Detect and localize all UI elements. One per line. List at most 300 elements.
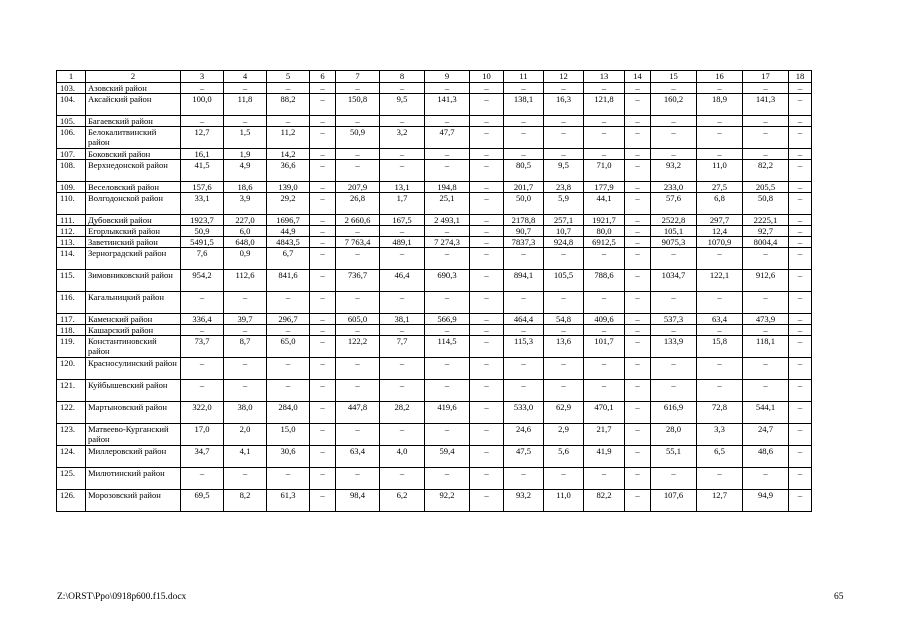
value-cell: – bbox=[336, 424, 380, 446]
value-cell: – bbox=[504, 83, 544, 94]
value-cell: 33,1 bbox=[181, 193, 224, 215]
row-number: 115. bbox=[57, 270, 86, 292]
district-name: Морозовский район bbox=[86, 490, 181, 512]
table-row bbox=[57, 149, 812, 160]
value-cell: – bbox=[544, 248, 584, 270]
value-cell: – bbox=[310, 380, 336, 402]
value-cell: 138,1 bbox=[504, 94, 544, 116]
value-cell: 0,9 bbox=[224, 248, 267, 270]
value-cell: – bbox=[310, 424, 336, 446]
value-cell: – bbox=[470, 314, 504, 325]
value-cell: 3,3 bbox=[697, 424, 743, 446]
value-cell: – bbox=[470, 160, 504, 182]
value-cell: 29,2 bbox=[267, 193, 310, 215]
value-cell: – bbox=[651, 358, 697, 380]
value-cell: – bbox=[336, 83, 380, 94]
value-cell: – bbox=[625, 292, 651, 314]
column-header: 12 bbox=[544, 71, 584, 83]
value-cell: 194,8 bbox=[425, 182, 470, 193]
value-cell: – bbox=[224, 116, 267, 127]
value-cell: 13,1 bbox=[380, 182, 425, 193]
value-cell: 63,4 bbox=[697, 314, 743, 325]
district-name: Верхнедонской район bbox=[86, 160, 181, 182]
value-cell: – bbox=[470, 446, 504, 468]
value-cell: – bbox=[380, 116, 425, 127]
value-cell: 12,7 bbox=[697, 490, 743, 512]
value-cell: 13,6 bbox=[544, 336, 584, 358]
value-cell: – bbox=[336, 468, 380, 490]
row-number: 109. bbox=[57, 182, 86, 193]
value-cell: – bbox=[310, 358, 336, 380]
district-name: Багаевский район bbox=[86, 116, 181, 127]
value-cell: – bbox=[425, 116, 470, 127]
district-name: Куйбышевский район bbox=[86, 380, 181, 402]
value-cell: – bbox=[310, 402, 336, 424]
value-cell: – bbox=[697, 149, 743, 160]
value-cell: – bbox=[625, 149, 651, 160]
value-cell: 10,7 bbox=[544, 226, 584, 237]
value-cell: 105,5 bbox=[544, 270, 584, 292]
value-cell: 257,1 bbox=[544, 215, 584, 226]
value-cell: – bbox=[789, 314, 812, 325]
value-cell: 2 660,6 bbox=[336, 215, 380, 226]
value-cell: – bbox=[181, 116, 224, 127]
value-cell: 470,1 bbox=[584, 402, 625, 424]
value-cell: 11,2 bbox=[267, 127, 310, 149]
value-cell: 201,7 bbox=[504, 182, 544, 193]
value-cell: – bbox=[651, 83, 697, 94]
table-row bbox=[57, 237, 812, 248]
value-cell: 47,5 bbox=[504, 446, 544, 468]
value-cell: 59,4 bbox=[425, 446, 470, 468]
value-cell: 50,8 bbox=[743, 193, 789, 215]
value-cell: – bbox=[743, 358, 789, 380]
district-name: Зимовниковский район bbox=[86, 270, 181, 292]
table-body bbox=[57, 71, 812, 512]
column-header: 7 bbox=[336, 71, 380, 83]
value-cell: – bbox=[544, 325, 584, 336]
value-cell: – bbox=[651, 468, 697, 490]
column-header: 17 bbox=[743, 71, 789, 83]
value-cell: – bbox=[544, 380, 584, 402]
value-cell: – bbox=[336, 248, 380, 270]
value-cell: 12,7 bbox=[181, 127, 224, 149]
value-cell: – bbox=[310, 116, 336, 127]
table-row bbox=[57, 325, 812, 336]
value-cell: 8,7 bbox=[224, 336, 267, 358]
value-cell: – bbox=[470, 149, 504, 160]
row-number: 123. bbox=[57, 424, 86, 446]
value-cell: – bbox=[470, 292, 504, 314]
table-row bbox=[57, 358, 812, 380]
value-cell: 1,7 bbox=[380, 193, 425, 215]
value-cell: – bbox=[789, 193, 812, 215]
value-cell: – bbox=[380, 468, 425, 490]
value-cell: – bbox=[267, 325, 310, 336]
row-number: 113. bbox=[57, 237, 86, 248]
value-cell: 16,3 bbox=[544, 94, 584, 116]
value-cell: – bbox=[789, 149, 812, 160]
district-name: Веселовский район bbox=[86, 182, 181, 193]
value-cell: – bbox=[470, 215, 504, 226]
value-cell: 7 274,3 bbox=[425, 237, 470, 248]
value-cell: 73,7 bbox=[181, 336, 224, 358]
value-cell: – bbox=[625, 380, 651, 402]
value-cell: – bbox=[224, 380, 267, 402]
value-cell: – bbox=[470, 94, 504, 116]
value-cell: – bbox=[584, 292, 625, 314]
value-cell: 7,6 bbox=[181, 248, 224, 270]
value-cell: – bbox=[181, 325, 224, 336]
value-cell: – bbox=[697, 248, 743, 270]
value-cell: – bbox=[425, 424, 470, 446]
value-cell: – bbox=[181, 468, 224, 490]
value-cell: – bbox=[425, 226, 470, 237]
column-header: 8 bbox=[380, 71, 425, 83]
value-cell: – bbox=[544, 149, 584, 160]
value-cell: – bbox=[625, 248, 651, 270]
value-cell: – bbox=[504, 248, 544, 270]
value-cell: 98,4 bbox=[336, 490, 380, 512]
table-row bbox=[57, 116, 812, 127]
value-cell: 15,8 bbox=[697, 336, 743, 358]
value-cell: – bbox=[625, 402, 651, 424]
value-cell: – bbox=[181, 358, 224, 380]
value-cell: 21,7 bbox=[584, 424, 625, 446]
value-cell: – bbox=[651, 116, 697, 127]
value-cell: – bbox=[380, 424, 425, 446]
value-cell: – bbox=[181, 380, 224, 402]
value-cell: 38,1 bbox=[380, 314, 425, 325]
column-header: 4 bbox=[224, 71, 267, 83]
value-cell: – bbox=[789, 292, 812, 314]
value-cell: 1034,7 bbox=[651, 270, 697, 292]
value-cell: 5491,5 bbox=[181, 237, 224, 248]
value-cell: – bbox=[544, 83, 584, 94]
column-header: 11 bbox=[504, 71, 544, 83]
value-cell: 5,9 bbox=[544, 193, 584, 215]
value-cell: 2 493,1 bbox=[425, 215, 470, 226]
value-cell: – bbox=[470, 402, 504, 424]
value-cell: 924,8 bbox=[544, 237, 584, 248]
value-cell: – bbox=[181, 83, 224, 94]
value-cell: 409,6 bbox=[584, 314, 625, 325]
value-cell: 160,2 bbox=[651, 94, 697, 116]
value-cell: 50,9 bbox=[336, 127, 380, 149]
value-cell: – bbox=[789, 215, 812, 226]
value-cell: 2,9 bbox=[544, 424, 584, 446]
value-cell: – bbox=[425, 149, 470, 160]
value-cell: 8004,4 bbox=[743, 237, 789, 248]
value-cell: – bbox=[697, 358, 743, 380]
value-cell: – bbox=[789, 490, 812, 512]
value-cell: – bbox=[470, 237, 504, 248]
row-number: 118. bbox=[57, 325, 86, 336]
value-cell: – bbox=[743, 292, 789, 314]
value-cell: 57,6 bbox=[651, 193, 697, 215]
district-name: Кашарский район bbox=[86, 325, 181, 336]
value-cell: – bbox=[310, 336, 336, 358]
value-cell: 41,5 bbox=[181, 160, 224, 182]
value-cell: – bbox=[697, 325, 743, 336]
value-cell: – bbox=[584, 325, 625, 336]
value-cell: – bbox=[625, 193, 651, 215]
value-cell: – bbox=[625, 83, 651, 94]
value-cell: 82,2 bbox=[743, 160, 789, 182]
value-cell: – bbox=[789, 160, 812, 182]
value-cell: – bbox=[470, 193, 504, 215]
value-cell: – bbox=[425, 292, 470, 314]
value-cell: – bbox=[267, 468, 310, 490]
value-cell: – bbox=[697, 83, 743, 94]
value-cell: – bbox=[380, 248, 425, 270]
table-row bbox=[57, 380, 812, 402]
value-cell: – bbox=[470, 380, 504, 402]
value-cell: 489,1 bbox=[380, 237, 425, 248]
value-cell: – bbox=[310, 292, 336, 314]
value-cell: – bbox=[544, 358, 584, 380]
row-number: 108. bbox=[57, 160, 86, 182]
value-cell: 11,0 bbox=[544, 490, 584, 512]
value-cell: 6,0 bbox=[224, 226, 267, 237]
value-cell: – bbox=[425, 325, 470, 336]
value-cell: – bbox=[470, 325, 504, 336]
value-cell: – bbox=[625, 226, 651, 237]
value-cell: – bbox=[380, 292, 425, 314]
value-cell: – bbox=[470, 248, 504, 270]
value-cell: – bbox=[544, 468, 584, 490]
value-cell: – bbox=[743, 325, 789, 336]
value-cell: – bbox=[625, 270, 651, 292]
value-cell: – bbox=[789, 468, 812, 490]
value-cell: – bbox=[310, 160, 336, 182]
value-cell: – bbox=[789, 270, 812, 292]
value-cell: – bbox=[789, 94, 812, 116]
value-cell: – bbox=[789, 116, 812, 127]
value-cell: 419,6 bbox=[425, 402, 470, 424]
value-cell: – bbox=[380, 325, 425, 336]
value-cell: 50,0 bbox=[504, 193, 544, 215]
value-cell: – bbox=[697, 468, 743, 490]
value-cell: – bbox=[625, 468, 651, 490]
value-cell: – bbox=[470, 424, 504, 446]
value-cell: 63,4 bbox=[336, 446, 380, 468]
value-cell: – bbox=[380, 160, 425, 182]
value-cell: – bbox=[310, 468, 336, 490]
value-cell: 912,6 bbox=[743, 270, 789, 292]
value-cell: – bbox=[267, 83, 310, 94]
value-cell: 954,2 bbox=[181, 270, 224, 292]
value-cell: 1696,7 bbox=[267, 215, 310, 226]
value-cell: 133,9 bbox=[651, 336, 697, 358]
row-number: 106. bbox=[57, 127, 86, 149]
column-header: 13 bbox=[584, 71, 625, 83]
value-cell: – bbox=[224, 468, 267, 490]
value-cell: 9,5 bbox=[380, 94, 425, 116]
value-cell: – bbox=[697, 116, 743, 127]
value-cell: 24,7 bbox=[743, 424, 789, 446]
value-cell: – bbox=[267, 292, 310, 314]
table-row bbox=[57, 468, 812, 490]
row-number: 103. bbox=[57, 83, 86, 94]
value-cell: – bbox=[743, 127, 789, 149]
value-cell: – bbox=[625, 314, 651, 325]
table-row bbox=[57, 292, 812, 314]
value-cell: – bbox=[181, 292, 224, 314]
row-number: 120. bbox=[57, 358, 86, 380]
value-cell: 54,8 bbox=[544, 314, 584, 325]
value-cell: – bbox=[380, 149, 425, 160]
column-header: 5 bbox=[267, 71, 310, 83]
table-row bbox=[57, 182, 812, 193]
value-cell: 150,8 bbox=[336, 94, 380, 116]
row-number: 114. bbox=[57, 248, 86, 270]
value-cell: 5,6 bbox=[544, 446, 584, 468]
value-cell: – bbox=[625, 490, 651, 512]
value-cell: – bbox=[504, 358, 544, 380]
row-number: 121. bbox=[57, 380, 86, 402]
value-cell: – bbox=[380, 226, 425, 237]
value-cell: 177,9 bbox=[584, 182, 625, 193]
value-cell: – bbox=[625, 237, 651, 248]
value-cell: 648,0 bbox=[224, 237, 267, 248]
value-cell: – bbox=[625, 182, 651, 193]
value-cell: 115,3 bbox=[504, 336, 544, 358]
value-cell: 41,9 bbox=[584, 446, 625, 468]
value-cell: 4,1 bbox=[224, 446, 267, 468]
value-cell: 100,0 bbox=[181, 94, 224, 116]
value-cell: 1070,9 bbox=[697, 237, 743, 248]
value-cell: – bbox=[584, 149, 625, 160]
value-cell: 65,0 bbox=[267, 336, 310, 358]
value-cell: 566,9 bbox=[425, 314, 470, 325]
value-cell: – bbox=[310, 94, 336, 116]
value-cell: 101,7 bbox=[584, 336, 625, 358]
value-cell: 6,5 bbox=[697, 446, 743, 468]
data-table bbox=[56, 70, 812, 512]
value-cell: 48,6 bbox=[743, 446, 789, 468]
value-cell: 207,9 bbox=[336, 182, 380, 193]
value-cell: – bbox=[625, 127, 651, 149]
table-row bbox=[57, 314, 812, 325]
column-header: 6 bbox=[310, 71, 336, 83]
value-cell: 61,3 bbox=[267, 490, 310, 512]
value-cell: 121,8 bbox=[584, 94, 625, 116]
value-cell: – bbox=[504, 325, 544, 336]
district-name: Волгодонской район bbox=[86, 193, 181, 215]
table-row bbox=[57, 336, 812, 358]
value-cell: 296,7 bbox=[267, 314, 310, 325]
value-cell: 11,8 bbox=[224, 94, 267, 116]
district-name: Дубовский район bbox=[86, 215, 181, 226]
value-cell: 27,5 bbox=[697, 182, 743, 193]
value-cell: 72,8 bbox=[697, 402, 743, 424]
value-cell: 24,6 bbox=[504, 424, 544, 446]
value-cell: 2225,1 bbox=[743, 215, 789, 226]
table-row bbox=[57, 490, 812, 512]
value-cell: 3,9 bbox=[224, 193, 267, 215]
value-cell: – bbox=[310, 193, 336, 215]
value-cell: – bbox=[789, 83, 812, 94]
value-cell: 9075,3 bbox=[651, 237, 697, 248]
value-cell: 7837,3 bbox=[504, 237, 544, 248]
value-cell: 92,2 bbox=[425, 490, 470, 512]
row-number: 122. bbox=[57, 402, 86, 424]
value-cell: – bbox=[425, 83, 470, 94]
district-name: Милютинский район bbox=[86, 468, 181, 490]
table-row bbox=[57, 248, 812, 270]
value-cell: 50,9 bbox=[181, 226, 224, 237]
value-cell: 3,2 bbox=[380, 127, 425, 149]
value-cell: – bbox=[544, 292, 584, 314]
value-cell: – bbox=[310, 446, 336, 468]
value-cell: – bbox=[743, 248, 789, 270]
value-cell: 9,5 bbox=[544, 160, 584, 182]
district-name: Миллеровский район bbox=[86, 446, 181, 468]
value-cell: 167,5 bbox=[380, 215, 425, 226]
value-cell: – bbox=[425, 358, 470, 380]
value-cell: 7,7 bbox=[380, 336, 425, 358]
value-cell: – bbox=[625, 160, 651, 182]
value-cell: 26,8 bbox=[336, 193, 380, 215]
row-number: 104. bbox=[57, 94, 86, 116]
row-number: 105. bbox=[57, 116, 86, 127]
value-cell: – bbox=[651, 292, 697, 314]
value-cell: – bbox=[584, 116, 625, 127]
value-cell: – bbox=[425, 468, 470, 490]
value-cell: 36,6 bbox=[267, 160, 310, 182]
value-cell: – bbox=[789, 325, 812, 336]
value-cell: – bbox=[470, 127, 504, 149]
value-cell: 12,4 bbox=[697, 226, 743, 237]
row-number: 112. bbox=[57, 226, 86, 237]
value-cell: – bbox=[743, 380, 789, 402]
table-row bbox=[57, 160, 812, 182]
value-cell: 2522,8 bbox=[651, 215, 697, 226]
value-cell: 122,2 bbox=[336, 336, 380, 358]
value-cell: – bbox=[544, 127, 584, 149]
value-cell: – bbox=[651, 127, 697, 149]
value-cell: – bbox=[504, 292, 544, 314]
value-cell: – bbox=[789, 248, 812, 270]
value-cell: 1921,7 bbox=[584, 215, 625, 226]
value-cell: 322,0 bbox=[181, 402, 224, 424]
value-cell: 30,6 bbox=[267, 446, 310, 468]
value-cell: 7 763,4 bbox=[336, 237, 380, 248]
value-cell: – bbox=[625, 358, 651, 380]
value-cell: 1923,7 bbox=[181, 215, 224, 226]
value-cell: – bbox=[336, 160, 380, 182]
table-row bbox=[57, 215, 812, 226]
value-cell: 71,0 bbox=[584, 160, 625, 182]
value-cell: – bbox=[425, 380, 470, 402]
value-cell: 690,3 bbox=[425, 270, 470, 292]
value-cell: 284,0 bbox=[267, 402, 310, 424]
value-cell: – bbox=[697, 380, 743, 402]
value-cell: 4843,5 bbox=[267, 237, 310, 248]
district-name: Красносулинский район bbox=[86, 358, 181, 380]
column-header: 10 bbox=[470, 71, 504, 83]
value-cell: – bbox=[267, 116, 310, 127]
value-cell: 25,1 bbox=[425, 193, 470, 215]
value-cell: 18,9 bbox=[697, 94, 743, 116]
value-cell: 28,2 bbox=[380, 402, 425, 424]
value-cell: 205,5 bbox=[743, 182, 789, 193]
value-cell: – bbox=[310, 215, 336, 226]
page-number: 65 bbox=[834, 592, 844, 602]
table-row bbox=[57, 226, 812, 237]
value-cell: – bbox=[789, 226, 812, 237]
